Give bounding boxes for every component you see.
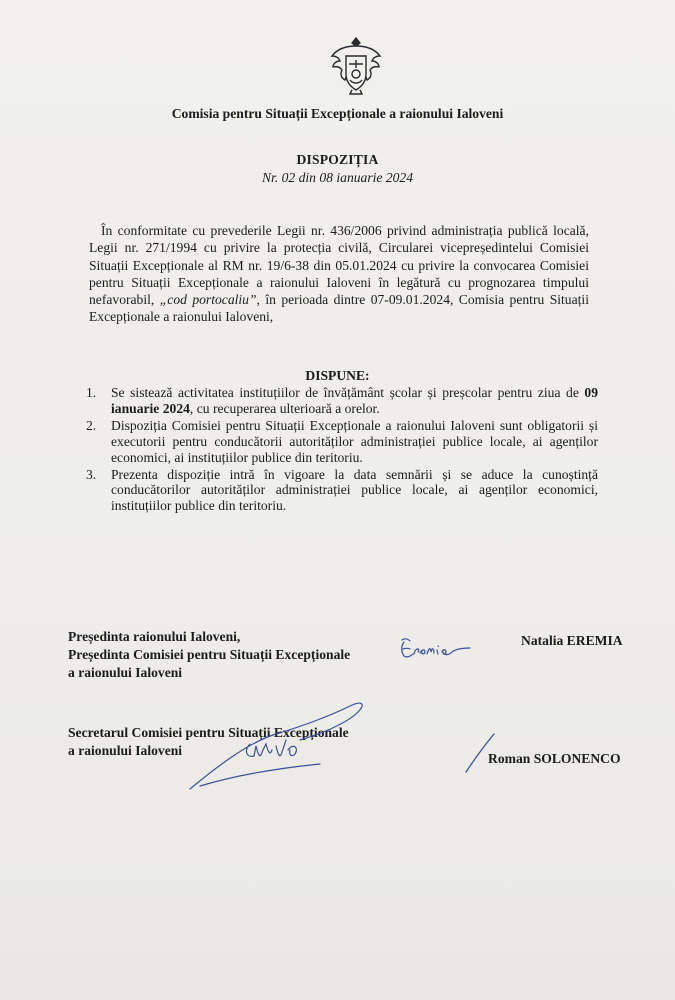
signatory-1-title: [68, 628, 350, 682]
decree-item-text: Dispoziția Comisiei pentru Situații Excepționale a raionului Ialoveni sunt obligatorii și executorii pentru conducătorii autorităților administrației publice locale, ai agenților economici, ai instituțiilor publice din teritoriu.: [111, 417, 598, 465]
decree-item: [86, 385, 598, 417]
document-title: DISPOZIȚIA: [296, 152, 379, 167]
institution-name: Comisia pentru Situații Excepționale a raionului Ialoveni: [171, 106, 504, 121]
decree-item-text: Se sistează activitatea instituțiilor de învățământ școlar și preșcolar pentru ziua de: [111, 385, 585, 400]
signatory-1-name: Natalia EREMIA: [521, 633, 623, 648]
moldova-coat-of-arms-icon: [328, 34, 384, 96]
signatory-1-title-line: Președinta Comisiei pentru Situații Excepționale: [68, 647, 351, 662]
preamble-paragraph: [89, 222, 589, 326]
signatory-1-title-line: a raionului Ialoveni: [68, 665, 183, 680]
decree-item-date: 09 ianuarie 2024: [111, 385, 598, 416]
signatory-2-title-line: Secretarul Comisiei pentru Situații Excepționale: [68, 725, 349, 740]
preamble-code-label: „cod portocaliu”: [159, 292, 257, 308]
decree-item-text-end: , cu recuperarea ulterioară a orelor.: [189, 400, 380, 416]
decree-item-text: Prezenta dispoziție intră în vigoare la data semnării și se aduce la cunoștință conducătorilor autorităților administrației publice locale, ai agenților economici, instituțiilor publice din teritoriu.: [111, 466, 598, 514]
decree-item-number: 2.: [86, 417, 97, 433]
decree-heading: DISPUNE:: [305, 368, 370, 383]
document-number: Nr. 02 din 08 ianuarie 2024: [261, 170, 414, 185]
preamble-text-end: , în perioada dintre 07-09.01.2024, Comisia pentru Situații Excepționale a raionului Ialoveni,: [89, 292, 589, 325]
decree-item: [86, 467, 598, 515]
decree-item-number: 3.: [86, 466, 97, 482]
handwritten-signature-secretary: [180, 694, 370, 794]
signatory-1-title-line: Președinta raionului Ialoveni,: [68, 629, 241, 644]
preamble-text: În conformitate cu prevederile Legii nr. 436/2006 privind administrația publică locală, Legii nr. 271/1994 cu privire la protecția civilă, Circularei vicepreședintelui Comisiei Situații Excepționale al RM nr. 19/6-38 din 05.01.2024 cu privire la convocarea Comisiei pentru Situații Excepționale a raionului Ialoveni în legătură cu prognozarea timpului nefavorabil,: [89, 223, 589, 308]
decree-item: [86, 418, 598, 466]
decree-list: [86, 385, 598, 515]
handwritten-signature-eremia: [398, 636, 482, 666]
signatory-2-title-line: a raionului Ialoveni: [68, 743, 183, 758]
decree-item-number: 1.: [86, 385, 97, 400]
signatory-2-name: Roman SOLONENCO: [488, 751, 621, 766]
